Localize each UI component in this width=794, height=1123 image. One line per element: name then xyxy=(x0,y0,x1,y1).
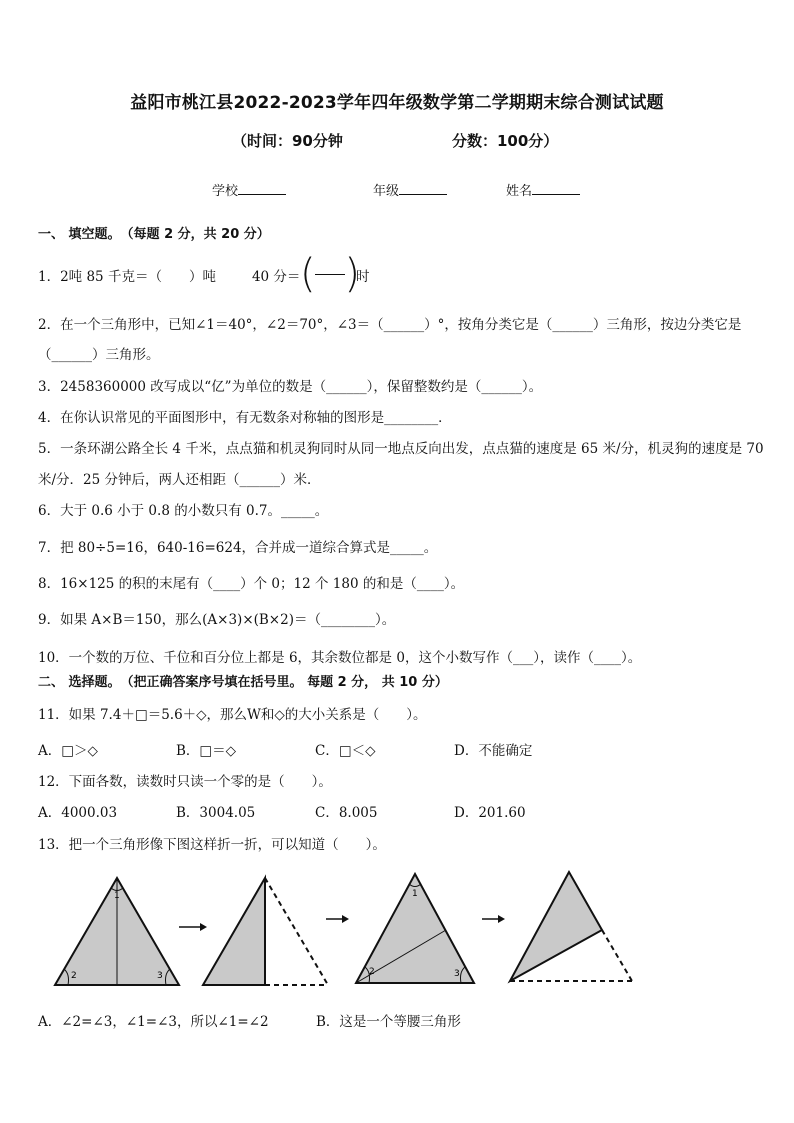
question-5-line2: 米/分．25 分钟后，两人还相距（______）米． xyxy=(38,472,321,488)
triangle-figure-2 xyxy=(203,878,328,985)
section-fill-blank xyxy=(38,223,270,242)
question-3: 3．2458360000 改写成以“亿”为单位的数是（______），保留整数约是（______）。 xyxy=(38,379,543,395)
q13-option-b[interactable]: B．这是一个等腰三角形 xyxy=(316,1014,461,1030)
q12-option-c[interactable]: C．8.005 xyxy=(315,805,378,821)
section1-heading: 一、 填空题。 xyxy=(38,227,115,242)
school-label: 学校 xyxy=(212,184,239,199)
q1-unit: 时 xyxy=(356,269,370,285)
page-title: 益阳市桃江县2022-2023学年四年级数学第二学期期末综合测试试题 xyxy=(130,93,664,113)
grade-field[interactable] xyxy=(373,180,447,199)
question-10: 10．一个数的万位、千位和百分位上都是 6，其余数位都是 0，这个小数写作（___），读作（____）。 xyxy=(38,650,642,666)
exam-score: 分数：100分） xyxy=(452,132,559,150)
angle-label-2: 2 xyxy=(71,971,77,981)
triangle-figure-1 xyxy=(55,878,179,985)
q12-option-a[interactable]: A．4000.03 xyxy=(38,805,118,821)
grade-blank[interactable] xyxy=(399,180,447,195)
triangle-figure-4 xyxy=(510,872,632,981)
question-13: 13．把一个三角形像下图这样折一折，可以知道（ ）。 xyxy=(38,837,386,853)
fraction-blank[interactable] xyxy=(300,251,360,297)
triangle-figure-3 xyxy=(356,874,474,983)
angle-label-1: 1 xyxy=(114,891,120,901)
q1-part1: 1．2吨 85 千克＝（ ）吨 xyxy=(38,269,216,285)
grade-label: 年级 xyxy=(373,184,400,199)
left-paren: ( xyxy=(300,251,316,297)
section1-note: （每题 2 分，共 20 分） xyxy=(127,227,270,242)
question-2-line1: 2．在一个三角形中，已知∠1＝40°，∠2＝70°，∠3＝（______）°，按角分类它是（______）三角形，按边分类它是 xyxy=(38,317,742,333)
question-5-line1: 5．一条环湖公路全长 4 千米，点点猫和机灵狗同时从同一地点反向出发，点点猫的速度是 65 米/分，机灵狗的速度是 70 xyxy=(38,441,764,457)
q12-option-d[interactable]: D．201.60 xyxy=(454,805,526,821)
name-field[interactable] xyxy=(506,180,580,199)
section-choice xyxy=(38,671,448,690)
name-label: 姓名 xyxy=(506,184,533,199)
right-paren: ) xyxy=(344,251,360,297)
q12-option-b[interactable]: B．3004.05 xyxy=(176,805,256,821)
fraction-bar xyxy=(315,274,345,275)
question-4: 4．在你认识常见的平面图形中，有无数条对称轴的图形是________． xyxy=(38,410,452,426)
school-blank[interactable] xyxy=(238,180,286,195)
exam-time: （时间：90分钟 xyxy=(232,132,343,150)
angle-label-3b: 3 xyxy=(454,969,460,979)
arrow-icon xyxy=(482,915,505,923)
section2-heading: 二、 选择题。 xyxy=(38,675,115,690)
name-blank[interactable] xyxy=(532,180,580,195)
angle-label-3: 3 xyxy=(157,971,163,981)
q11-option-b[interactable]: B．□＝◇ xyxy=(176,743,237,759)
q11-option-c[interactable]: C．□＜◇ xyxy=(315,743,376,759)
q1-part2: 40 分＝ xyxy=(251,269,301,285)
question-6: 6．大于 0.6 小于 0.8 的小数只有 0.7。_____。 xyxy=(38,503,329,519)
angle-label-2b: 2 xyxy=(369,967,375,977)
angle-label-1b: 1 xyxy=(412,889,418,899)
school-field[interactable] xyxy=(212,180,286,199)
folding-triangle-figures xyxy=(40,866,650,990)
arrow-icon xyxy=(179,923,207,931)
q13-option-a[interactable]: A．∠2=∠3，∠1=∠3，所以∠1=∠2 xyxy=(38,1014,269,1030)
question-8: 8．16×125 的积的末尾有（____）个 0；12 个 180 的和是（____）。 xyxy=(38,576,465,592)
q11-option-a[interactable]: A．□＞◇ xyxy=(38,743,98,759)
q11-option-d[interactable]: D．不能确定 xyxy=(454,743,533,759)
question-2-line2: （______）三角形。 xyxy=(38,347,160,363)
section2-note: （把正确答案序号填在括号里。 每题 2 分， 共 10 分） xyxy=(127,675,448,690)
arrow-icon xyxy=(326,915,349,923)
question-11: 11．如果 7.4＋□＝5.6＋◇，那么W和◇的大小关系是（ ）。 xyxy=(38,707,427,723)
question-12: 12．下面各数，读数时只读一个零的是（ ）。 xyxy=(38,774,332,790)
question-1 xyxy=(38,265,300,285)
question-9: 9．如果 A×B＝150，那么(A×3)×(B×2)＝（________）。 xyxy=(38,612,396,628)
question-7: 7．把 80÷5=16，640-16=624，合并成一道综合算式是_____。 xyxy=(38,540,438,556)
